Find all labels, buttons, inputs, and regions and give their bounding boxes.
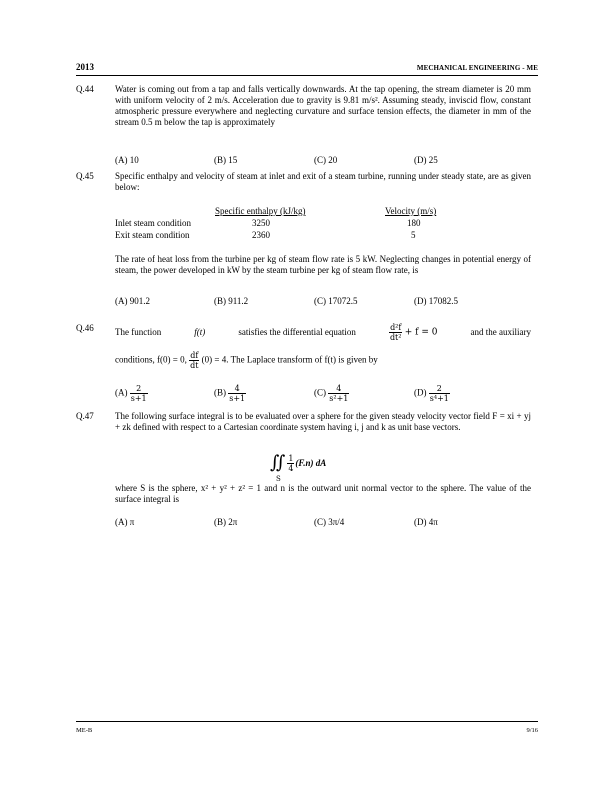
- q46-df-fraction: [189, 351, 199, 370]
- q46-option-b-num: 4: [228, 384, 246, 394]
- q46-line1: [115, 323, 531, 342]
- q46-option-a-frac: [130, 384, 148, 403]
- q46-diff-equation: [389, 323, 438, 342]
- q45-row-inlet-velocity: 180: [407, 218, 421, 228]
- q46-option-c-label: (C): [314, 387, 326, 398]
- q47-surface-integral: [270, 452, 327, 483]
- q47-option-c: (C) 3π/4: [314, 517, 345, 527]
- q44-option-a: (A) 10: [115, 155, 139, 165]
- q44-text: Water is coming out from a tap and falls vertically downwards. At the tap opening, the stream diameter is 20 mm with uniform velocity of 2 m/s. Acceleration due to gravity is 9.81 m/s². Assuming steady, inviscid flow, constant atmospheric pressure everywhere and neglecting curvature and surface tension effects, the diameter in mm of the stream 0.5 m below the tap is approximately: [115, 84, 531, 127]
- q47-integrand: (F.n) dA: [295, 457, 327, 468]
- q46-number: Q.46: [76, 323, 94, 333]
- header-year: 2013: [76, 62, 94, 72]
- q44-number: Q.44: [76, 84, 94, 94]
- q45-option-c: (C) 17072.5: [314, 296, 358, 306]
- q47-integral-sign: [270, 452, 286, 483]
- q46-option-c-frac: [328, 384, 349, 403]
- q47-text: The following surface integral is to be evaluated over a sphere for the given steady velocity vector field F = xi + yj + zk defined with respect to a Cartesian coordinate system having i, j and k as unit base vectors.: [115, 411, 531, 432]
- q46-option-c: [314, 384, 349, 403]
- footer-code: ME-B: [76, 727, 93, 734]
- q45-row-exit-label: Exit steam condition: [115, 230, 190, 240]
- q47-number: Q.47: [76, 411, 94, 421]
- q45-col-velocity: Velocity (m/s): [385, 206, 437, 216]
- footer-rule: [76, 721, 538, 722]
- header-paper-title: MECHANICAL ENGINEERING - ME: [416, 64, 538, 72]
- q45-row-exit-velocity: 5: [411, 230, 416, 240]
- q46-line1-c: and the auxiliary: [470, 327, 531, 337]
- q46-option-a-num: 2: [130, 384, 148, 394]
- q44-option-b: (B) 15: [214, 155, 238, 165]
- q45-text: Specific enthalpy and velocity of steam at inlet and exit of a steam turbine, running under steady state, are as given below:: [115, 171, 531, 192]
- q47-integral-sub: S: [276, 475, 281, 483]
- q47-integral-fraction: [287, 454, 294, 473]
- q47-option-d: (D) 4π: [414, 517, 438, 527]
- header-rule: [76, 75, 538, 76]
- q45-row-inlet-label: Inlet steam condition: [115, 218, 191, 228]
- q47-frac-den: 4: [288, 463, 294, 473]
- q46-eq-rest: + f = 0: [404, 327, 438, 338]
- q44-option-c: (C) 20: [314, 155, 338, 165]
- q46-option-d-label: (D): [414, 387, 427, 398]
- q46-line1-fn: f(t): [194, 327, 206, 337]
- q46-option-a: [115, 384, 148, 403]
- q47-option-b: (B) 2π: [214, 517, 238, 527]
- q47-frac-num: 1: [288, 453, 294, 463]
- q47-option-a: (A) π: [115, 517, 135, 527]
- q46-option-b: [214, 384, 246, 403]
- q45-option-d: (D) 17082.5: [414, 296, 458, 306]
- q46-line2-a: conditions, f(0) = 0,: [115, 354, 187, 365]
- q46-option-b-frac: [228, 384, 246, 403]
- q46-option-a-label: (A): [115, 387, 128, 398]
- q46-option-b-label: (B): [214, 387, 226, 398]
- q46-eq-den: dt²: [389, 333, 402, 342]
- q46-option-c-num: 4: [328, 384, 349, 394]
- q46-option-c-den: s²+1: [329, 394, 349, 403]
- q45-row-inlet-enthalpy: 3250: [252, 218, 270, 228]
- q46-line1-b: satisfies the differential equation: [238, 327, 356, 337]
- q45-row-exit-enthalpy: 2360: [252, 230, 270, 240]
- q47-text2: where S is the sphere, x² + y² + z² = 1 and n is the outward unit normal vector to the sphere. The value of the surface integral is: [115, 483, 531, 504]
- q46-line2-b: (0) = 4. The Laplace transform of f(t) is given by: [201, 354, 378, 365]
- q45-option-b: (B) 911.2: [214, 296, 249, 306]
- q46-eq-fraction: [389, 323, 403, 342]
- q46-line2: [115, 351, 378, 370]
- q45-text2: The rate of heat loss from the turbine per kg of steam flow rate is 5 kW. Neglecting changes in potential energy of steam, the power developed in kW by the steam turbine per kg of steam flow rate, is: [115, 254, 531, 275]
- q46-line1-a: The function: [115, 327, 162, 337]
- q47-integral-symbol: ∬: [270, 452, 286, 473]
- q46-option-d-den: s⁴+1: [429, 394, 449, 403]
- q46-option-d: [414, 384, 450, 403]
- q46-option-d-num: 2: [429, 384, 450, 394]
- q45-option-a: (A) 901.2: [115, 296, 150, 306]
- q46-option-d-frac: [429, 384, 450, 403]
- q46-df-den: dt: [190, 361, 199, 370]
- q46-df-num: df: [190, 351, 199, 360]
- footer-page-number: 9/16: [526, 727, 538, 734]
- q46-option-b-den: s+1: [229, 394, 246, 403]
- q46-option-a-den: s+1: [130, 394, 147, 403]
- q45-number: Q.45: [76, 171, 94, 181]
- q45-col-enthalpy: Specific enthalpy (kJ/kg): [215, 206, 306, 216]
- q44-option-d: (D) 25: [414, 155, 438, 165]
- q46-eq-num: d²f: [390, 323, 402, 332]
